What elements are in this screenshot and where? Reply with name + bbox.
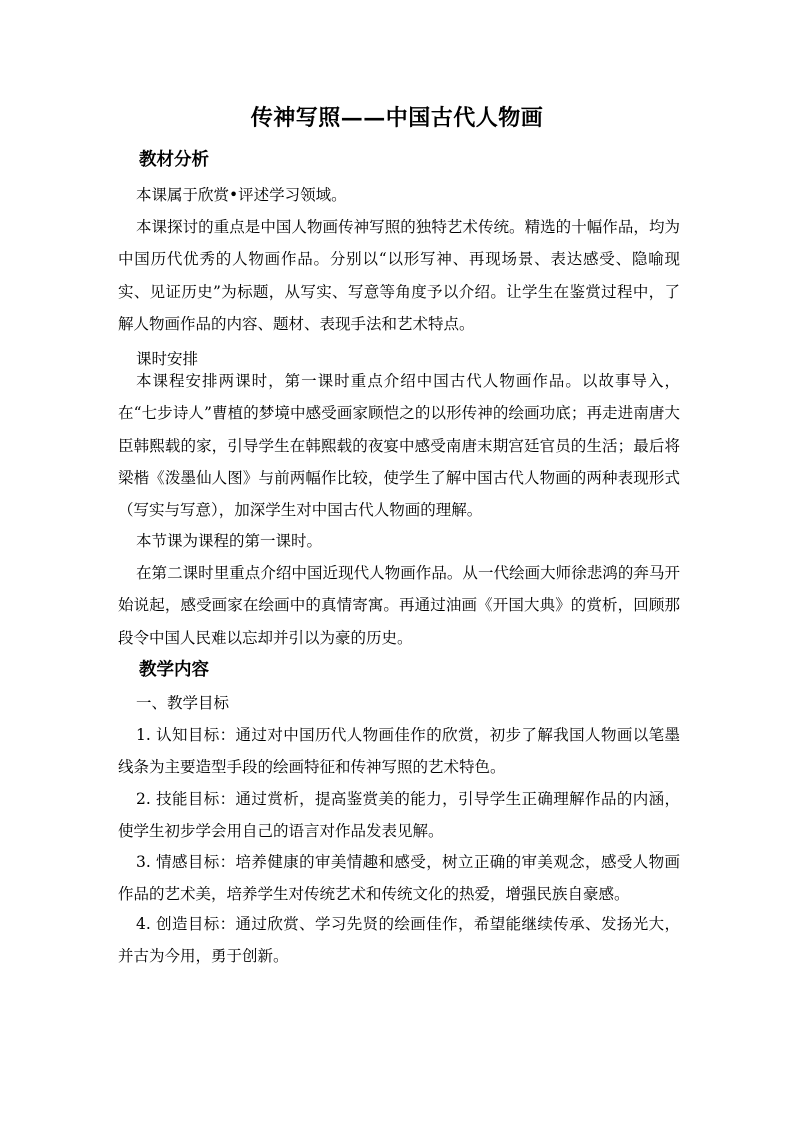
subheading-goals: 一、教学目标 — [136, 694, 230, 712]
goal-creative: 4. 创造目标：通过欣赏、学习先贤的绘画佳作，希望能继续传承、发扬光大，并古为今用，勇于创新。 — [118, 915, 680, 966]
paragraph-first-lesson: 本课程安排两课时，第一课时重点介绍中国古代人物画作品。以故事导入，在“七步诗人”曹植的梦境中感受画家顾恺之的以形传神的绘画功底；再走进南唐大臣韩熙载的家，引导学生在韩熙载的夜宴中感受南唐末期宫廷官员的生活；最后将梁楷《泼墨仙人图》与前两幅作比较，使学生了解中国古代人物画的两种表现形式（写实与写意），加深学生对中国古代人物画的理解。 — [118, 372, 680, 520]
goal-skill: 2. 技能目标：通过赏析，提高鉴赏美的能力，引导学生正确理解作品的内涵，使学生初步学会用自己的语言对作品发表见解。 — [118, 790, 680, 841]
paragraph-focus: 本课探讨的重点是中国人物画传神写照的独特艺术传统。精选的十幅作品，均为中国历代优秀的人物画作品。分别以“以形写神、再现场景、表达感受、隐喻现实、见证历史”为标题，从写实、写意等角度予以介绍。让学生在鉴赏过程中，了解人物画作品的内容、题材、表现手法和艺术特点。 — [118, 218, 680, 333]
document-title: 传神写照——中国古代人物画 — [250, 105, 544, 131]
goal-cognitive: 1. 认知目标：通过对中国历代人物画佳作的欣赏，初步了解我国人物画以笔墨线条为主要造型手段的绘画特征和传神写照的艺术特色。 — [118, 726, 680, 777]
section-heading-analysis: 教材分析 — [139, 150, 209, 170]
goal-emotion: 3. 情感目标：培养健康的审美情趣和感受，树立正确的审美观念，感受人物画作品的艺术美，培养学生对传统艺术和传统文化的热爱，增强民族自豪感。 — [118, 853, 680, 904]
section-heading-content: 教学内容 — [139, 660, 209, 680]
paragraph-this-lesson: 本节课为课程的第一课时。 — [136, 532, 323, 550]
subheading-schedule: 课时安排 — [136, 350, 199, 368]
paragraph-domain: 本课属于欣赏•评述学习领域。 — [136, 186, 347, 204]
paragraph-second-lesson: 在第二课时里重点介绍中国近现代人物画作品。从一代绘画大师徐悲鸿的奔马开始说起，感受画家在绘画中的真情寄寓。再通过油画《开国大典》的赏析，回顾那段令中国人民难以忘却并引以为豪的历史。 — [118, 564, 680, 647]
